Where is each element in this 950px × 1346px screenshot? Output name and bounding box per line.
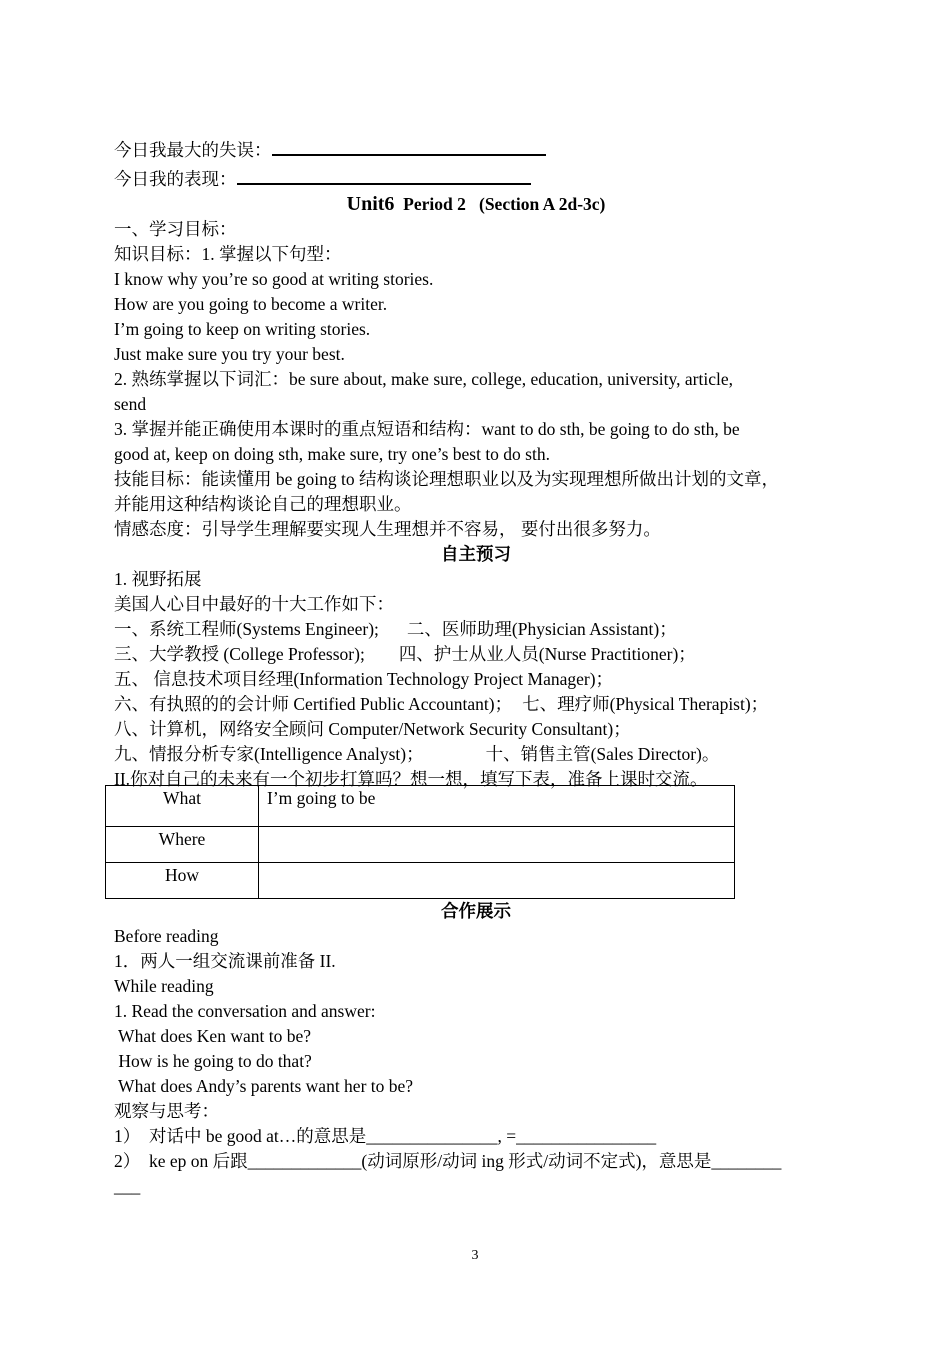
row-value-what[interactable]: I’m going to be (259, 786, 735, 827)
row-label-how: How (106, 863, 259, 899)
job-2: 二、医师助理(Physician Assistant)； (406, 619, 677, 639)
question-3: What does Andy’s parents want her to be? (114, 1076, 414, 1096)
preview-heading: 自主预习 (441, 544, 511, 564)
mistake-label: 今日我最大的失误： (114, 140, 272, 160)
cooperation-heading: 合作展示 (441, 901, 511, 921)
skill-line-2: 并能用这种结构谈论自己的理想职业。 (114, 494, 412, 514)
job-5: 五、 信息技术项目经理(Information Technology Project Manager)； (114, 669, 614, 689)
job-row-4 (114, 692, 838, 717)
job-row-2 (114, 642, 838, 667)
job-6: 六、有执照的的会计师 Certified Public Accountant)； (114, 694, 513, 714)
before-step-1: 1．两人一组交流课前准备 II. (114, 951, 336, 971)
sentence-3: I’m going to keep on writing stories. (114, 319, 371, 339)
before-reading: Before reading (114, 926, 219, 946)
vocab-line-1: 2. 熟练掌握以下词汇：be sure about, make sure, college, education, university, article, (114, 369, 733, 389)
job-3: 三、大学教授 (College Professor); (114, 644, 365, 664)
jobs-intro: 美国人心目中最好的十大工作如下： (114, 594, 394, 614)
preview-item-2: II.你对自己的未来有一个初步打算吗？想一想，填写下表，准备上课时交流。 (114, 769, 708, 789)
performance-blank[interactable] (237, 163, 531, 185)
job-row-1 (114, 617, 838, 642)
title-period: Period 2 (Section A 2d-3c) (403, 194, 606, 214)
row-value-where[interactable] (259, 827, 735, 863)
while-reading: While reading (114, 976, 214, 996)
phrases-line-2: good at, keep on doing sth, make sure, try one’s best to do sth. (114, 444, 550, 464)
read-task: 1. Read the conversation and answer: (114, 1001, 376, 1021)
job-9: 九、情报分析专家(Intelligence Analyst)； (114, 744, 424, 764)
job-10: 十、销售主管(Sales Director)。 (485, 744, 720, 764)
table-row (106, 863, 735, 899)
skill-line-1: 技能目标：能读懂用 be going to 结构谈论理想职业以及为实现理想所做出计划的文章， (114, 469, 779, 489)
mistake-line (114, 134, 838, 163)
objectives-heading: 一、学习目标： (114, 219, 237, 239)
title-unit: Unit6 (346, 193, 395, 215)
table-row (106, 827, 735, 863)
job-4: 四、护士从业人员(Nurse Practitioner)； (398, 644, 696, 664)
table-row (106, 786, 735, 827)
job-8: 八、计算机，网络安全顾问 Computer/Network Security Consultant)； (114, 719, 631, 739)
performance-line (114, 163, 838, 192)
row-value-how[interactable] (259, 863, 735, 899)
performance-label: 今日我的表现： (114, 169, 237, 189)
job-row-6 (114, 742, 838, 767)
row-label-what: What (106, 786, 259, 827)
mistake-blank[interactable] (272, 134, 546, 156)
page-title (114, 192, 838, 217)
observe-q2-line-1[interactable]: 2） ke ep on 后跟_____________(动词原形/动词 ing 形式/动词不定式)，意思是________ (114, 1151, 782, 1171)
emotion-line: 情感态度：引导学生理解要实现人生理想并不容易， 要付出很多努力。 (114, 519, 661, 539)
observe-q2-line-2[interactable]: ___ (114, 1176, 141, 1196)
vocab-line-2: send (114, 394, 147, 414)
observe-q1[interactable]: 1） 对话中 be good at…的意思是_______________, =________________ (114, 1126, 657, 1146)
job-row-3 (114, 667, 838, 692)
row-label-where: Where (106, 827, 259, 863)
phrases-line-1: 3. 掌握并能正确使用本课时的重点短语和结构：want to do sth, be going to do sth, be (114, 419, 740, 439)
preview-item-1: 1. 视野拓展 (114, 569, 202, 589)
job-row-5 (114, 717, 838, 742)
sentence-4: Just make sure you try your best. (114, 344, 345, 364)
page-number: 3 (471, 1248, 479, 1263)
job-7: 七、理疗师(Physical Therapist)； (522, 694, 769, 714)
sentence-1: I know why you’re so good at writing stories. (114, 269, 434, 289)
sentence-2: How are you going to become a writer. (114, 294, 388, 314)
knowledge-label: 知识目标：1. 掌握以下句型： (114, 244, 342, 264)
job-1: 一、系统工程师(Systems Engineer); (114, 619, 379, 639)
question-2: How is he going to do that? (114, 1051, 312, 1071)
question-1: What does Ken want to be? (114, 1026, 311, 1046)
worksheet-page (114, 134, 838, 792)
cooperation-section (114, 899, 838, 1199)
observe-heading: 观察与思考： (114, 1101, 219, 1121)
future-plan-table (105, 785, 735, 899)
